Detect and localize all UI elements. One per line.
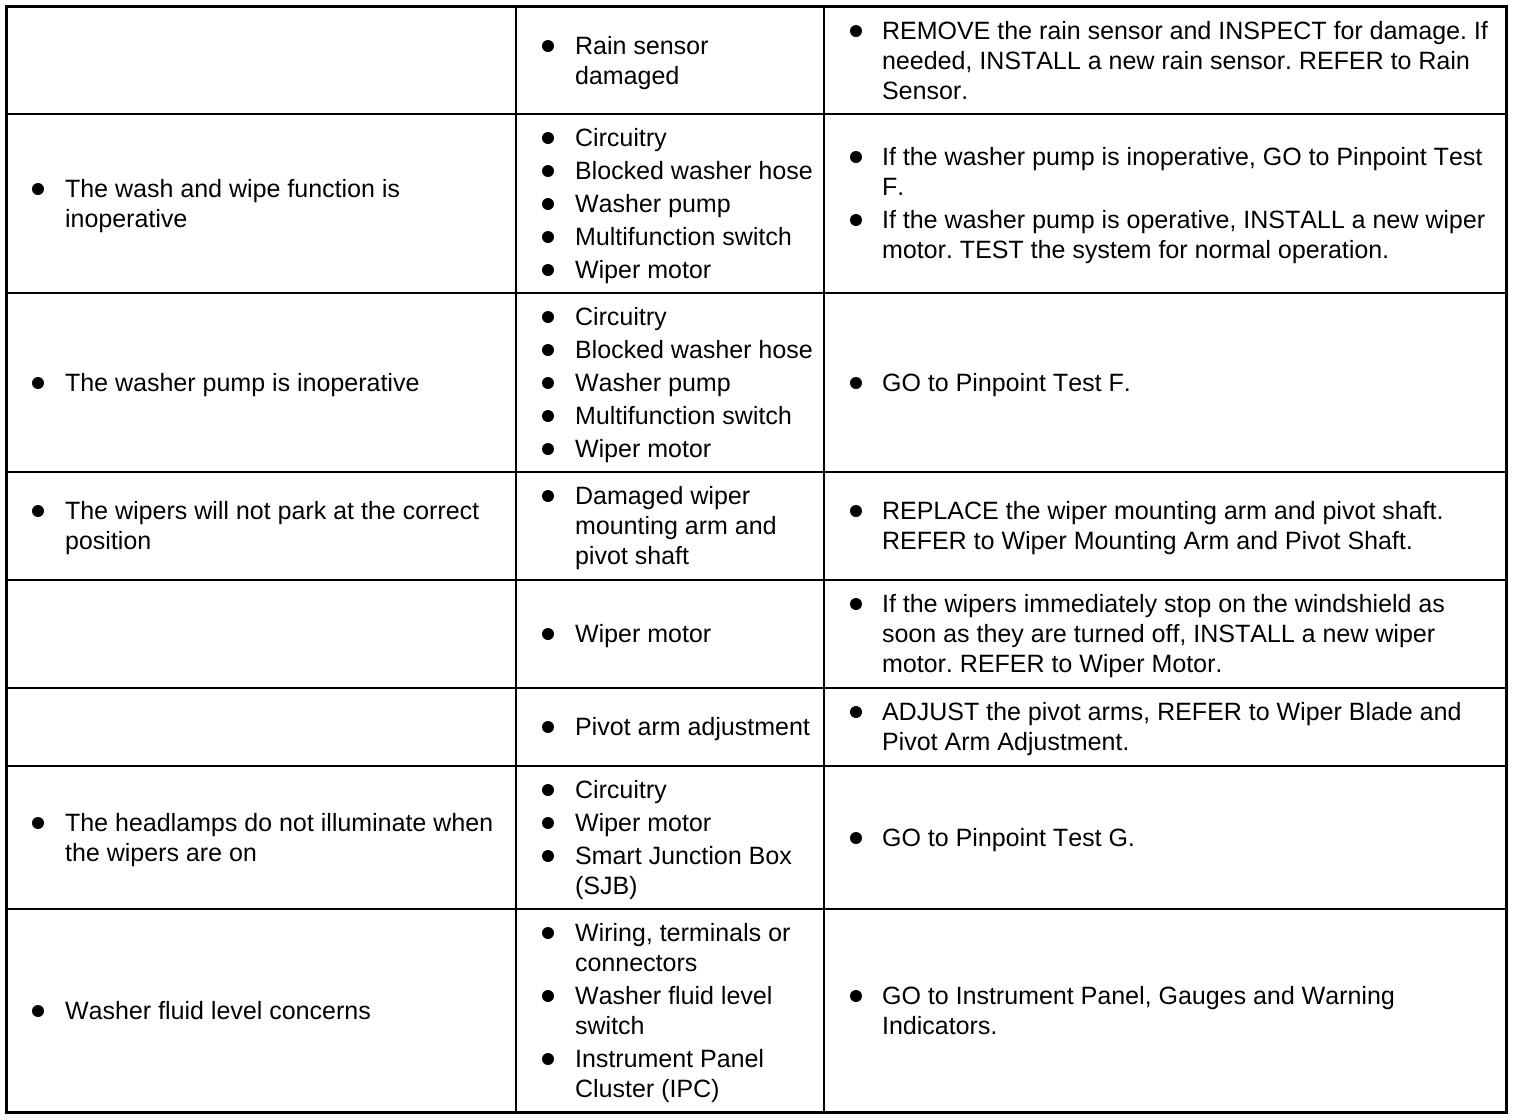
cause-text: Blocked washer hose <box>575 156 813 185</box>
symptom-list <box>8 174 515 234</box>
symptom-list <box>8 496 515 556</box>
cause-item <box>517 302 823 332</box>
cause-item <box>517 481 823 571</box>
symptom-chart-table <box>5 5 1508 1114</box>
action-cell <box>825 115 1505 294</box>
action-item <box>825 981 1505 1041</box>
symptom-text: Washer fluid level concerns <box>65 996 371 1025</box>
bullet-icon <box>542 1053 554 1065</box>
action-cell <box>825 581 1505 689</box>
bullet-icon <box>32 817 44 829</box>
bullet-icon <box>542 311 554 323</box>
cause-item <box>517 335 823 365</box>
cause-list <box>517 918 823 1104</box>
bullet-icon <box>850 990 862 1002</box>
cause-text: Damaged wiper mounting arm and pivot shaft <box>575 482 777 570</box>
bullet-icon <box>542 344 554 356</box>
bullet-icon <box>542 443 554 455</box>
symptom-item <box>8 368 515 398</box>
symptom-cell <box>8 689 517 767</box>
cause-text: Washer pump <box>575 189 731 218</box>
action-text: REMOVE the rain sensor and INSPECT for damage. If needed, INSTALL a new rain sensor. REFER to Rain Sensor. <box>882 16 1488 105</box>
cause-text: Wiper motor <box>575 434 712 463</box>
action-list <box>825 981 1505 1041</box>
cause-list <box>517 619 823 649</box>
action-item <box>825 16 1505 106</box>
action-text: ADJUST the pivot arms, REFER to Wiper Blade and Pivot Arm Adjustment. <box>882 698 1462 756</box>
cause-text: Washer fluid level switch <box>575 981 773 1040</box>
bullet-icon <box>542 990 554 1002</box>
symptom-cell <box>8 294 517 473</box>
action-item <box>825 589 1505 679</box>
bullet-icon <box>850 151 862 163</box>
bullet-icon <box>542 850 554 862</box>
bullet-icon <box>542 231 554 243</box>
bullet-icon <box>542 784 554 796</box>
cause-item <box>517 31 823 91</box>
action-list <box>825 142 1505 265</box>
bullet-icon <box>542 410 554 422</box>
bullet-icon <box>542 927 554 939</box>
cause-text: Wiper motor <box>575 808 712 837</box>
action-text: If the wipers immediately stop on the windshield as soon as they are turned off, INSTALL a new wiper motor. REFER to Wiper Motor. <box>882 590 1445 678</box>
action-text: If the washer pump is inoperative, GO to Pinpoint Test F. <box>882 143 1483 201</box>
symptom-cell <box>8 473 517 581</box>
symptom-item <box>8 174 515 234</box>
action-list <box>825 589 1505 679</box>
bullet-icon <box>850 832 862 844</box>
cause-text: Pivot arm adjustment <box>575 713 810 741</box>
cause-item <box>517 712 823 742</box>
cause-item <box>517 401 823 431</box>
action-list <box>825 496 1505 556</box>
bullet-icon <box>542 490 554 502</box>
action-cell <box>825 8 1505 115</box>
symptom-text: The washer pump is inoperative <box>65 368 420 397</box>
cause-list <box>517 481 823 571</box>
action-item <box>825 823 1505 853</box>
symptom-list <box>8 996 515 1026</box>
cause-item <box>517 1044 823 1104</box>
cause-item <box>517 981 823 1041</box>
bullet-icon <box>542 377 554 389</box>
symptom-item <box>8 996 515 1026</box>
cause-item <box>517 619 823 649</box>
bullet-icon <box>32 183 44 195</box>
bullet-icon <box>850 25 862 37</box>
cause-cell <box>517 767 825 910</box>
symptom-list <box>8 808 515 868</box>
bullet-icon <box>542 817 554 829</box>
bullet-icon <box>542 721 554 733</box>
cause-text: Rain sensor damaged <box>575 31 709 90</box>
symptom-item <box>8 808 515 868</box>
bullet-icon <box>32 377 44 389</box>
cause-item <box>517 918 823 978</box>
bullet-icon <box>542 165 554 177</box>
cause-list <box>517 775 823 901</box>
cause-item <box>517 156 823 186</box>
cause-cell <box>517 294 825 473</box>
cause-text: Circuitry <box>575 123 667 152</box>
cause-cell <box>517 689 825 767</box>
action-cell <box>825 910 1505 1111</box>
bullet-icon <box>850 598 862 610</box>
action-list <box>825 823 1505 853</box>
cause-cell <box>517 581 825 689</box>
symptom-cell <box>8 910 517 1111</box>
action-item <box>825 697 1505 757</box>
cause-item <box>517 808 823 838</box>
cause-cell <box>517 8 825 115</box>
cause-text: Blocked washer hose <box>575 335 813 364</box>
cause-text: Multifunction switch <box>575 401 792 430</box>
bullet-icon <box>542 40 554 52</box>
cause-cell <box>517 115 825 294</box>
action-item <box>825 142 1505 202</box>
cause-item <box>517 189 823 219</box>
bullet-icon <box>542 132 554 144</box>
cause-text: Instrument Panel Cluster (IPC) <box>575 1044 764 1103</box>
bullet-icon <box>542 264 554 276</box>
symptom-cell <box>8 581 517 689</box>
bullet-icon <box>542 628 554 640</box>
action-item <box>825 368 1505 398</box>
bullet-icon <box>32 505 44 517</box>
action-list <box>825 697 1505 757</box>
action-item <box>825 205 1505 265</box>
cause-text: Wiper motor <box>575 620 712 648</box>
symptom-list <box>8 368 515 398</box>
bullet-icon <box>850 214 862 226</box>
action-list <box>825 368 1505 398</box>
bullet-icon <box>32 1005 44 1017</box>
symptom-cell <box>8 115 517 294</box>
cause-text: Wiper motor <box>575 255 712 284</box>
action-text: REPLACE the wiper mounting arm and pivot shaft. REFER to Wiper Mounting Arm and Pivot Shaft. <box>882 497 1444 555</box>
action-text: GO to Instrument Panel, Gauges and Warning Indicators. <box>882 981 1395 1040</box>
cause-item <box>517 841 823 901</box>
cause-text: Wiring, terminals or connectors <box>575 918 791 977</box>
cause-list <box>517 712 823 742</box>
cause-item <box>517 775 823 805</box>
symptom-text: The wash and wipe function is inoperative <box>65 174 400 233</box>
cause-item <box>517 222 823 252</box>
cause-item <box>517 255 823 285</box>
cause-item <box>517 123 823 153</box>
symptom-cell <box>8 8 517 115</box>
symptom-cell <box>8 767 517 910</box>
cause-cell <box>517 473 825 581</box>
action-item <box>825 496 1505 556</box>
action-list <box>825 16 1505 106</box>
action-cell <box>825 689 1505 767</box>
action-text: GO to Pinpoint Test G. <box>882 823 1135 852</box>
cause-text: Smart Junction Box (SJB) <box>575 841 792 900</box>
cause-text: Circuitry <box>575 302 667 331</box>
cause-list <box>517 123 823 285</box>
bullet-icon <box>850 377 862 389</box>
cause-list <box>517 31 823 91</box>
cause-text: Circuitry <box>575 775 667 804</box>
symptom-text: The headlamps do not illuminate when the wipers are on <box>65 808 494 867</box>
action-cell <box>825 473 1505 581</box>
cause-cell <box>517 910 825 1111</box>
action-cell <box>825 294 1505 473</box>
action-cell <box>825 767 1505 910</box>
bullet-icon <box>850 505 862 517</box>
cause-text: Multifunction switch <box>575 222 792 251</box>
bullet-icon <box>850 706 862 718</box>
cause-item <box>517 434 823 464</box>
cause-list <box>517 302 823 464</box>
cause-text: Washer pump <box>575 368 731 397</box>
symptom-item <box>8 496 515 556</box>
cause-item <box>517 368 823 398</box>
action-text: If the washer pump is operative, INSTALL a new wiper motor. TEST the system for normal operation. <box>882 206 1486 264</box>
bullet-icon <box>542 198 554 210</box>
symptom-text: The wipers will not park at the correct position <box>65 497 480 555</box>
action-text: GO to Pinpoint Test F. <box>882 368 1131 397</box>
